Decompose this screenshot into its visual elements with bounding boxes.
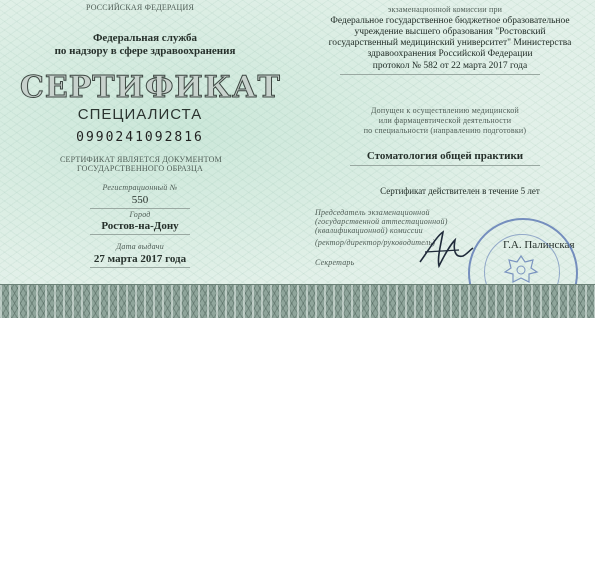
- signatory-name: Г.А. Палинская: [503, 239, 575, 251]
- chair-line-3: (квалификационной) комиссии: [315, 226, 423, 235]
- rector-line: (ректор/директор/руководитель): [315, 238, 436, 247]
- agency-line-1: Федеральная служба: [92, 32, 198, 44]
- city: Ростов-на-Дону: [101, 220, 179, 232]
- certificate-subtitle: СПЕЦИАЛИСТА: [77, 106, 203, 123]
- institution-line-3: государственный медицинский университет" Министерства: [328, 38, 572, 48]
- city-underline: [90, 234, 190, 235]
- admitted-line-3: по специальности (направлению подготовки): [363, 126, 527, 135]
- issue-date-underline: [90, 267, 190, 268]
- specialty: Стоматология общей практики: [366, 150, 524, 162]
- state-document-line-1: СЕРТИФИКАТ ЯВЛЯЕТСЯ ДОКУМЕНТОМ: [60, 155, 222, 164]
- protocol-underline: [340, 74, 540, 75]
- city-label: Город: [129, 210, 151, 219]
- reg-number-underline: [90, 208, 190, 209]
- admitted-line-2: или фармацевтической деятельности: [378, 116, 512, 125]
- institution-line-2: учреждение высшего образования "Ростовский: [354, 27, 546, 37]
- protocol: протокол № 582 от 22 марта 2017 года: [372, 61, 528, 71]
- reg-number: 550: [131, 194, 149, 206]
- chair-line-1: Председатель экзаменационной: [315, 208, 430, 217]
- admitted-line-1: Допущен к осуществлению медицинской: [371, 106, 519, 115]
- specialty-underline: [350, 165, 540, 166]
- header-right: экзаменационной комиссии при: [387, 5, 503, 14]
- institution-line-1: Федеральное государственное бюджетное образовательное: [330, 16, 570, 26]
- certificate-number: 0990241092816: [76, 130, 204, 145]
- agency-line-2: по надзору в сфере здравоохранения: [54, 45, 236, 57]
- reg-number-label: Регистрационный №: [102, 183, 178, 192]
- issue-date-label: Дата выдачи: [116, 242, 164, 251]
- chair-line-2: (государственной аттестационной): [315, 217, 448, 226]
- header-left: РОССИЙСКАЯ ФЕДЕРАЦИЯ: [85, 3, 195, 12]
- decorative-guilloche-band: [0, 284, 595, 318]
- certificate-title: СЕРТИФИКАТ: [20, 70, 281, 105]
- validity: Сертификат действителен в течение 5 лет: [380, 186, 540, 196]
- signature-mark: [415, 228, 475, 270]
- institution-line-4: здравоохранения Российской Федерации: [367, 49, 533, 59]
- state-document-line-2: ГОСУДАРСТВЕННОГО ОБРАЗЦА: [77, 164, 203, 173]
- secretary-label: Секретарь: [315, 258, 355, 267]
- issue-date: 27 марта 2017 года: [93, 253, 187, 265]
